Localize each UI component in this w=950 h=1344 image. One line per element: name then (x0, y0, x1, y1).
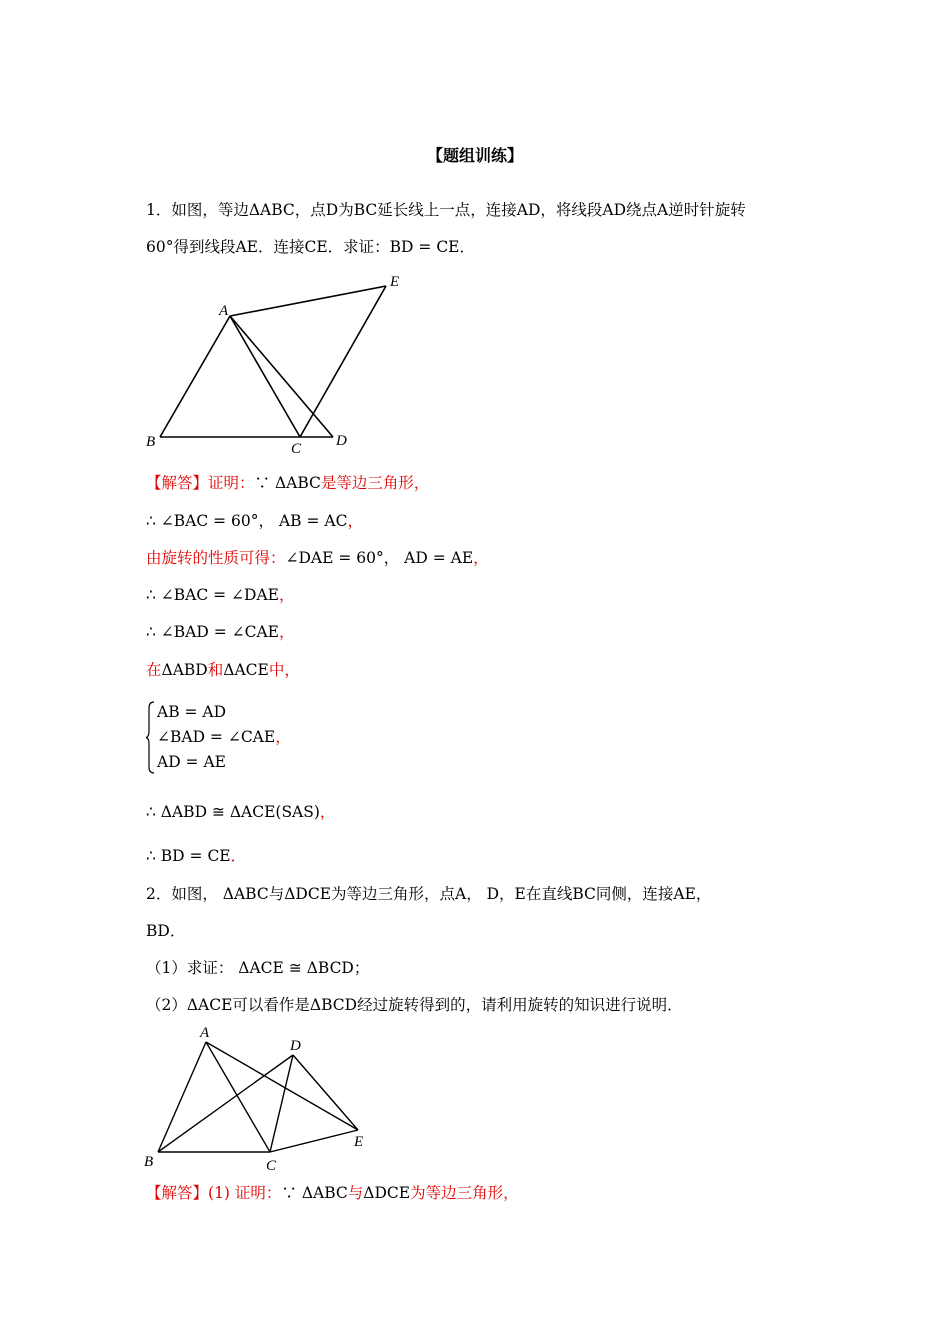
q2-text-line2: BD． (146, 922, 186, 940)
q1-label-b: B (146, 434, 156, 450)
q2-label-d: D (290, 1038, 301, 1054)
a1-line8: ∴ BD = CE． (146, 847, 247, 865)
q2-label-c: C (266, 1158, 277, 1172)
q2-text-line1: 2．如图， ΔABC与ΔDCE为等边三角形，点A， D，E在直线BC同侧，连接AE， (146, 885, 712, 903)
q1-label-a: A (219, 303, 229, 319)
q2-seg-ce (270, 1130, 358, 1152)
condition-3: AD = AE (157, 753, 226, 771)
q2-seg-de (293, 1055, 358, 1130)
left-brace (146, 700, 156, 775)
a1-line2: ∴ ∠BAC = 60°， AB = AC， (146, 512, 363, 530)
a1-line5: ∴ ∠BAD = ∠CAE， (146, 623, 295, 641)
a1-line1: 【解答】证明：∵ ΔABC是等边三角形， (146, 474, 430, 492)
q1-text-line1: 1．如图，等边ΔABC，点D为BC延长线上一点，连接AD，将线段AD绕点A逆时针旋转 (146, 201, 746, 219)
q2-figure (140, 1022, 380, 1172)
q1-seg-ad (230, 316, 333, 437)
q1-seg-ab (160, 316, 230, 437)
q2-label-e: E (354, 1134, 364, 1150)
a1-line4: ∴ ∠BAC = ∠DAE， (146, 586, 295, 604)
condition-1: AB = AD (157, 703, 227, 721)
condition-2: ∠BAD = ∠CAE， (157, 728, 291, 746)
answer-tag: 【解答】 (146, 474, 209, 492)
a1-line7: ∴ ΔABD ≅ ΔACE(SAS)， (146, 803, 336, 821)
q2-part1: （1）求证： ΔACE ≅ ΔBCD； (146, 959, 370, 977)
q1-label-e: E (390, 274, 400, 290)
q1-seg-ac (230, 316, 300, 437)
q2-seg-ae (206, 1042, 358, 1130)
q1-text-line2: 60°得到线段AE．连接CE．求证：BD = CE． (146, 238, 475, 256)
section-title: 【题组训练】 (426, 146, 523, 165)
q2-part2: （2）ΔACE可以看作是ΔBCD经过旋转得到的，请利用旋转的知识进行说明． (146, 996, 683, 1014)
q1-label-c: C (291, 441, 302, 453)
a1-line6: 在ΔABD和ΔACE中， (146, 661, 300, 679)
q1-seg-ae (230, 286, 386, 316)
q2-label-b: B (144, 1154, 154, 1170)
q2-seg-ac (206, 1042, 270, 1152)
q2-label-a: A (200, 1025, 210, 1041)
q1-seg-ce (300, 286, 386, 437)
a1-line3: 由旋转的性质可得：∠DAE = 60°， AD = AE， (146, 549, 489, 567)
a2-line1: 【解答】(1) 证明：∵ ΔABC与ΔDCE为等边三角形， (146, 1184, 519, 1202)
answer-tag: 【解答】 (146, 1184, 209, 1202)
q1-figure (140, 268, 400, 453)
q1-label-d: D (336, 433, 347, 449)
